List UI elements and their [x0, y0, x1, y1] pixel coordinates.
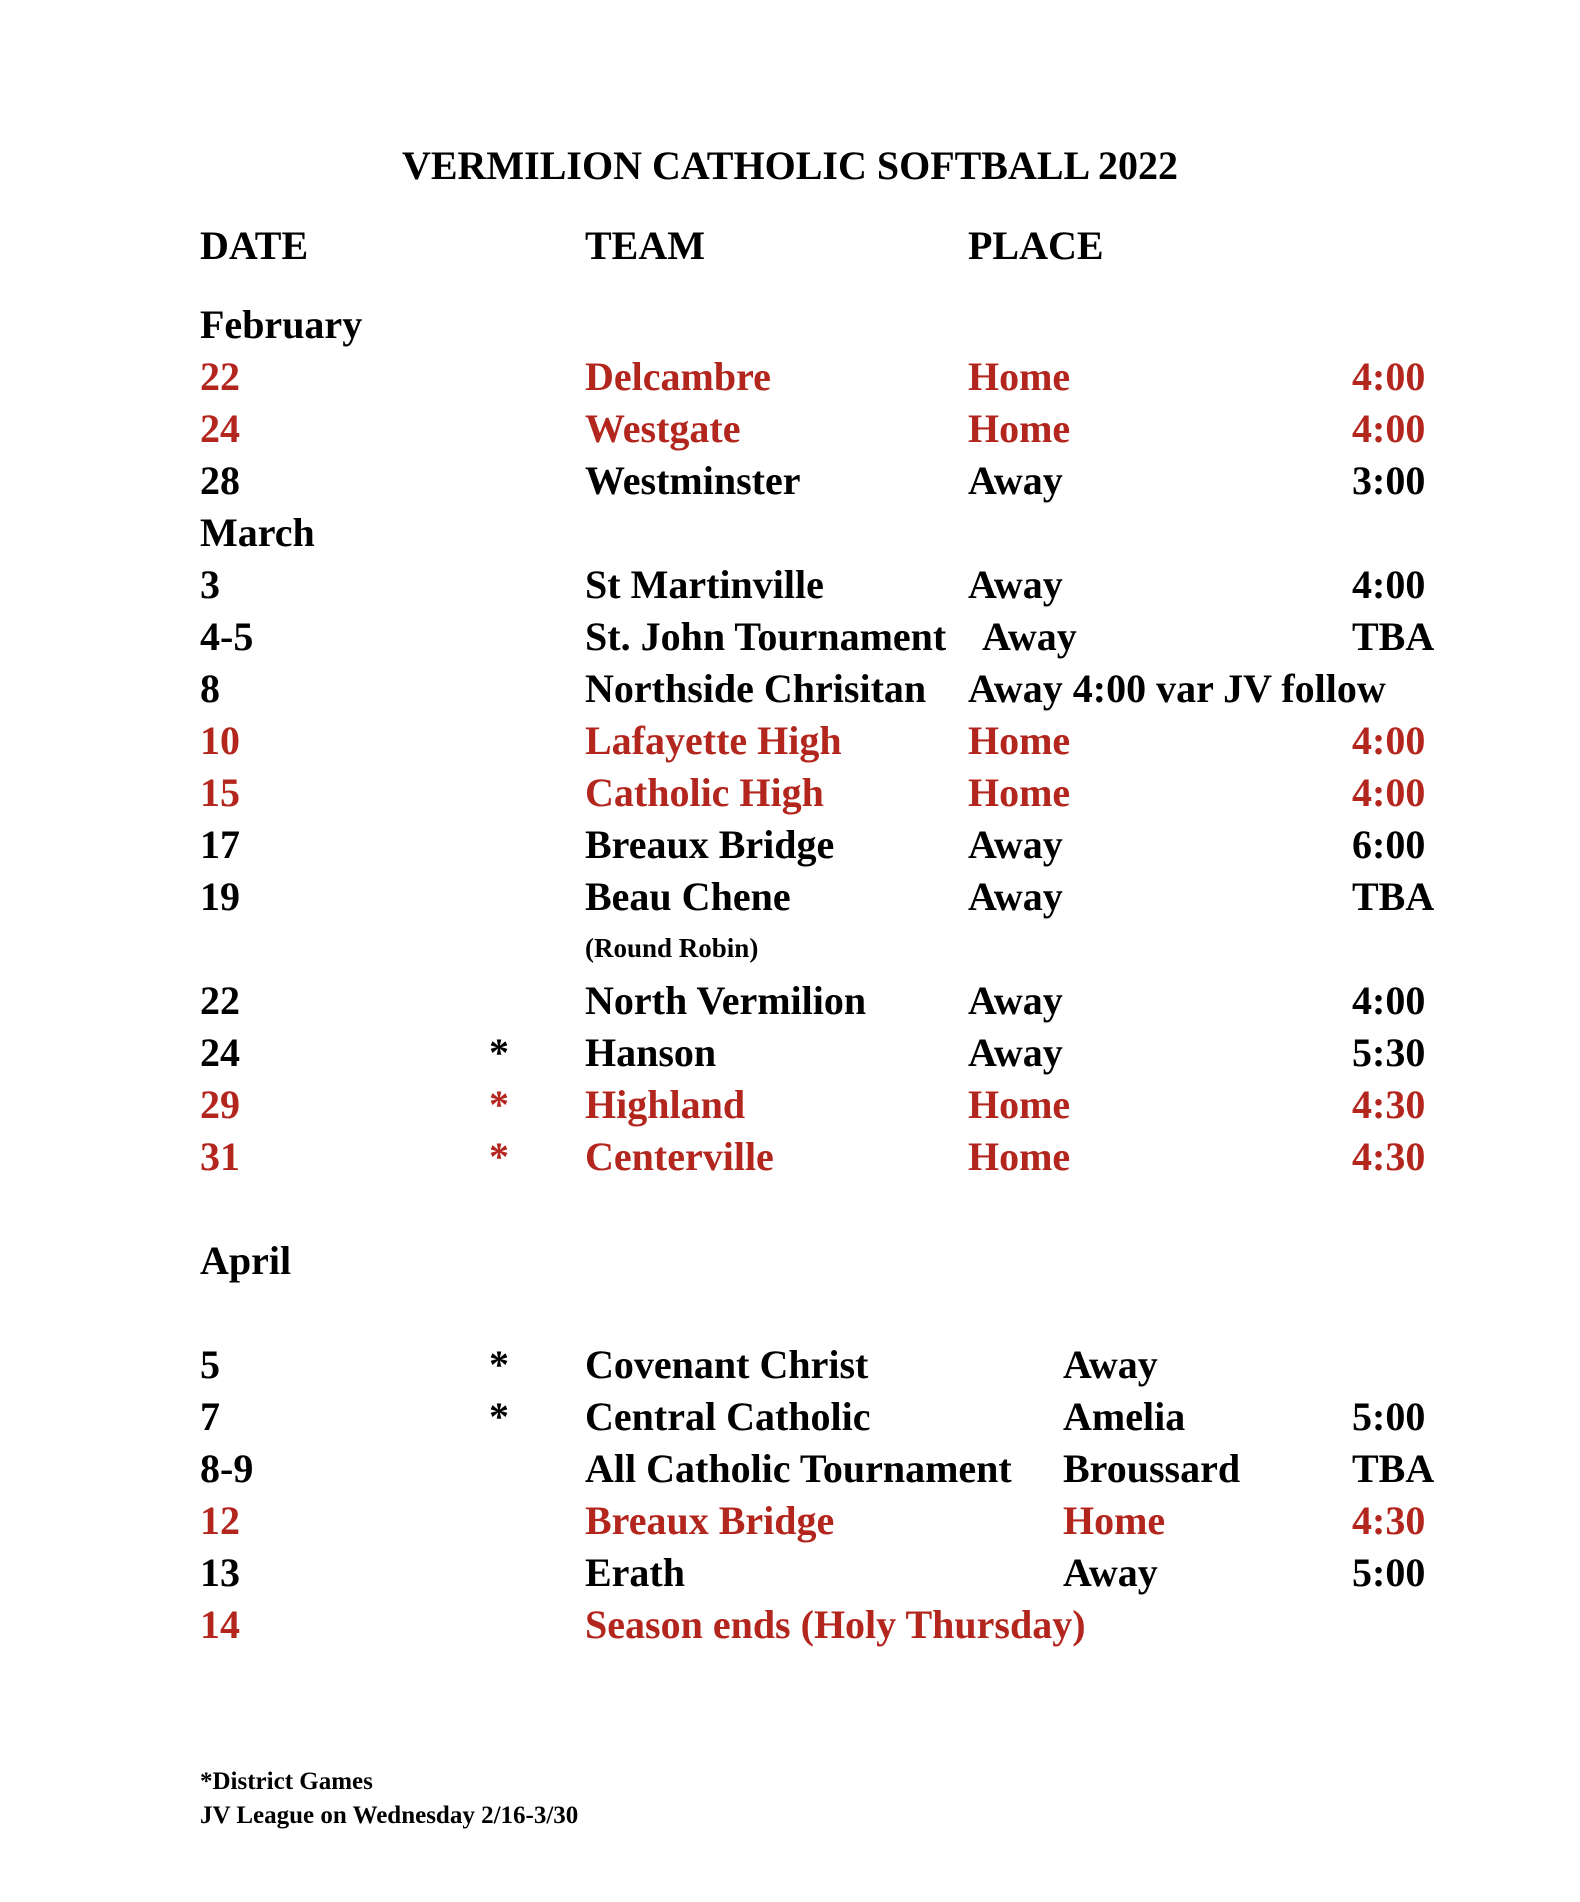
footnote-jv-league: JV League on Wednesday 2/16-3/30: [200, 1802, 579, 1829]
game-team: Westgate: [585, 406, 741, 451]
game-date: 22: [200, 354, 240, 399]
game-place: Away: [968, 874, 1063, 919]
game-team: Catholic High: [585, 770, 824, 815]
game-date: 5: [200, 1342, 220, 1387]
game-team: Centerville: [585, 1134, 774, 1179]
game-place: Away: [1063, 1550, 1158, 1595]
game-team: Beau Chene: [585, 874, 791, 919]
game-date: 14: [200, 1602, 240, 1647]
game-team: Breaux Bridge: [585, 1498, 835, 1543]
game-place: Home: [968, 1134, 1071, 1179]
game-time: 4:00: [1352, 562, 1426, 607]
game-note: (Round Robin): [585, 933, 759, 963]
game-team: Northside Chrisitan: [585, 666, 927, 711]
game-date: 24: [200, 406, 240, 451]
game-place: Away: [968, 562, 1063, 607]
game-date: 31: [200, 1134, 240, 1179]
district-marker: *: [489, 1134, 509, 1179]
game-time: 4:00: [1352, 770, 1426, 815]
game-date: 8: [200, 666, 220, 711]
game-team: Breaux Bridge: [585, 822, 835, 867]
game-team: Westminster: [585, 458, 801, 503]
game-time: 4:00: [1352, 406, 1426, 451]
district-marker: *: [489, 1082, 509, 1127]
game-date: 24: [200, 1030, 240, 1075]
game-date: 29: [200, 1082, 240, 1127]
game-date: 4-5: [200, 614, 254, 659]
game-date: 8-9: [200, 1446, 254, 1491]
game-team: All Catholic Tournament: [585, 1446, 1012, 1491]
header-date: DATE: [200, 223, 309, 268]
game-time: 3:00: [1352, 458, 1426, 503]
game-team: North Vermilion: [585, 978, 867, 1023]
game-time: 5:00: [1352, 1394, 1426, 1439]
game-place: Home: [968, 770, 1071, 815]
game-place: Away 4:00 var JV follow: [968, 666, 1386, 711]
game-place: Away: [968, 1030, 1063, 1075]
game-team: St. John Tournament: [585, 614, 947, 659]
game-date: 10: [200, 718, 240, 763]
game-date: 22: [200, 978, 240, 1023]
game-place: Away: [982, 614, 1077, 659]
game-date: 13: [200, 1550, 240, 1595]
game-place: Broussard: [1063, 1446, 1241, 1491]
game-time: 5:30: [1352, 1030, 1426, 1075]
game-team: Central Catholic: [585, 1394, 871, 1439]
header-team: TEAM: [585, 223, 705, 268]
game-place: Home: [968, 718, 1071, 763]
game-date: 19: [200, 874, 240, 919]
game-team: St Martinville: [585, 562, 824, 607]
game-place: Away: [968, 822, 1063, 867]
game-time: 5:00: [1352, 1550, 1426, 1595]
game-team: Highland: [585, 1082, 746, 1127]
game-team: Hanson: [585, 1030, 717, 1075]
district-marker: *: [489, 1030, 509, 1075]
game-date: 28: [200, 458, 240, 503]
game-time: TBA: [1352, 874, 1435, 919]
game-time: 4:30: [1352, 1082, 1426, 1127]
game-team: Lafayette High: [585, 718, 842, 763]
game-place: Away: [968, 978, 1063, 1023]
page-title: VERMILION CATHOLIC SOFTBALL 2022: [401, 143, 1179, 188]
game-place: Home: [968, 406, 1071, 451]
game-team: Covenant Christ: [585, 1342, 869, 1387]
game-place: Home: [968, 1082, 1071, 1127]
game-time: 4:30: [1352, 1498, 1426, 1543]
game-team: Delcambre: [585, 354, 771, 399]
game-place: Away: [968, 458, 1063, 503]
district-marker: *: [489, 1342, 509, 1387]
game-date: 3: [200, 562, 220, 607]
month-march: March: [200, 510, 315, 555]
game-date: 12: [200, 1498, 240, 1543]
district-marker: *: [489, 1394, 509, 1439]
game-time: 4:30: [1352, 1134, 1426, 1179]
game-date: 15: [200, 770, 240, 815]
game-time: TBA: [1352, 614, 1435, 659]
footnote-district-games: *District Games: [200, 1768, 373, 1795]
header-place: PLACE: [968, 223, 1104, 268]
game-time: 6:00: [1352, 822, 1426, 867]
game-place: Amelia: [1063, 1394, 1186, 1439]
game-place: Away: [1063, 1342, 1158, 1387]
month-february: February: [200, 302, 363, 347]
game-place: Home: [968, 354, 1071, 399]
game-time: TBA: [1352, 1446, 1435, 1491]
game-place: Home: [1063, 1498, 1166, 1543]
game-time: 4:00: [1352, 718, 1426, 763]
game-team: Erath: [585, 1550, 685, 1595]
game-date: 17: [200, 822, 240, 867]
month-april: April: [200, 1238, 292, 1283]
game-date: 7: [200, 1394, 220, 1439]
game-team: Season ends (Holy Thursday): [585, 1602, 1086, 1647]
game-time: 4:00: [1352, 978, 1426, 1023]
game-time: 4:00: [1352, 354, 1426, 399]
